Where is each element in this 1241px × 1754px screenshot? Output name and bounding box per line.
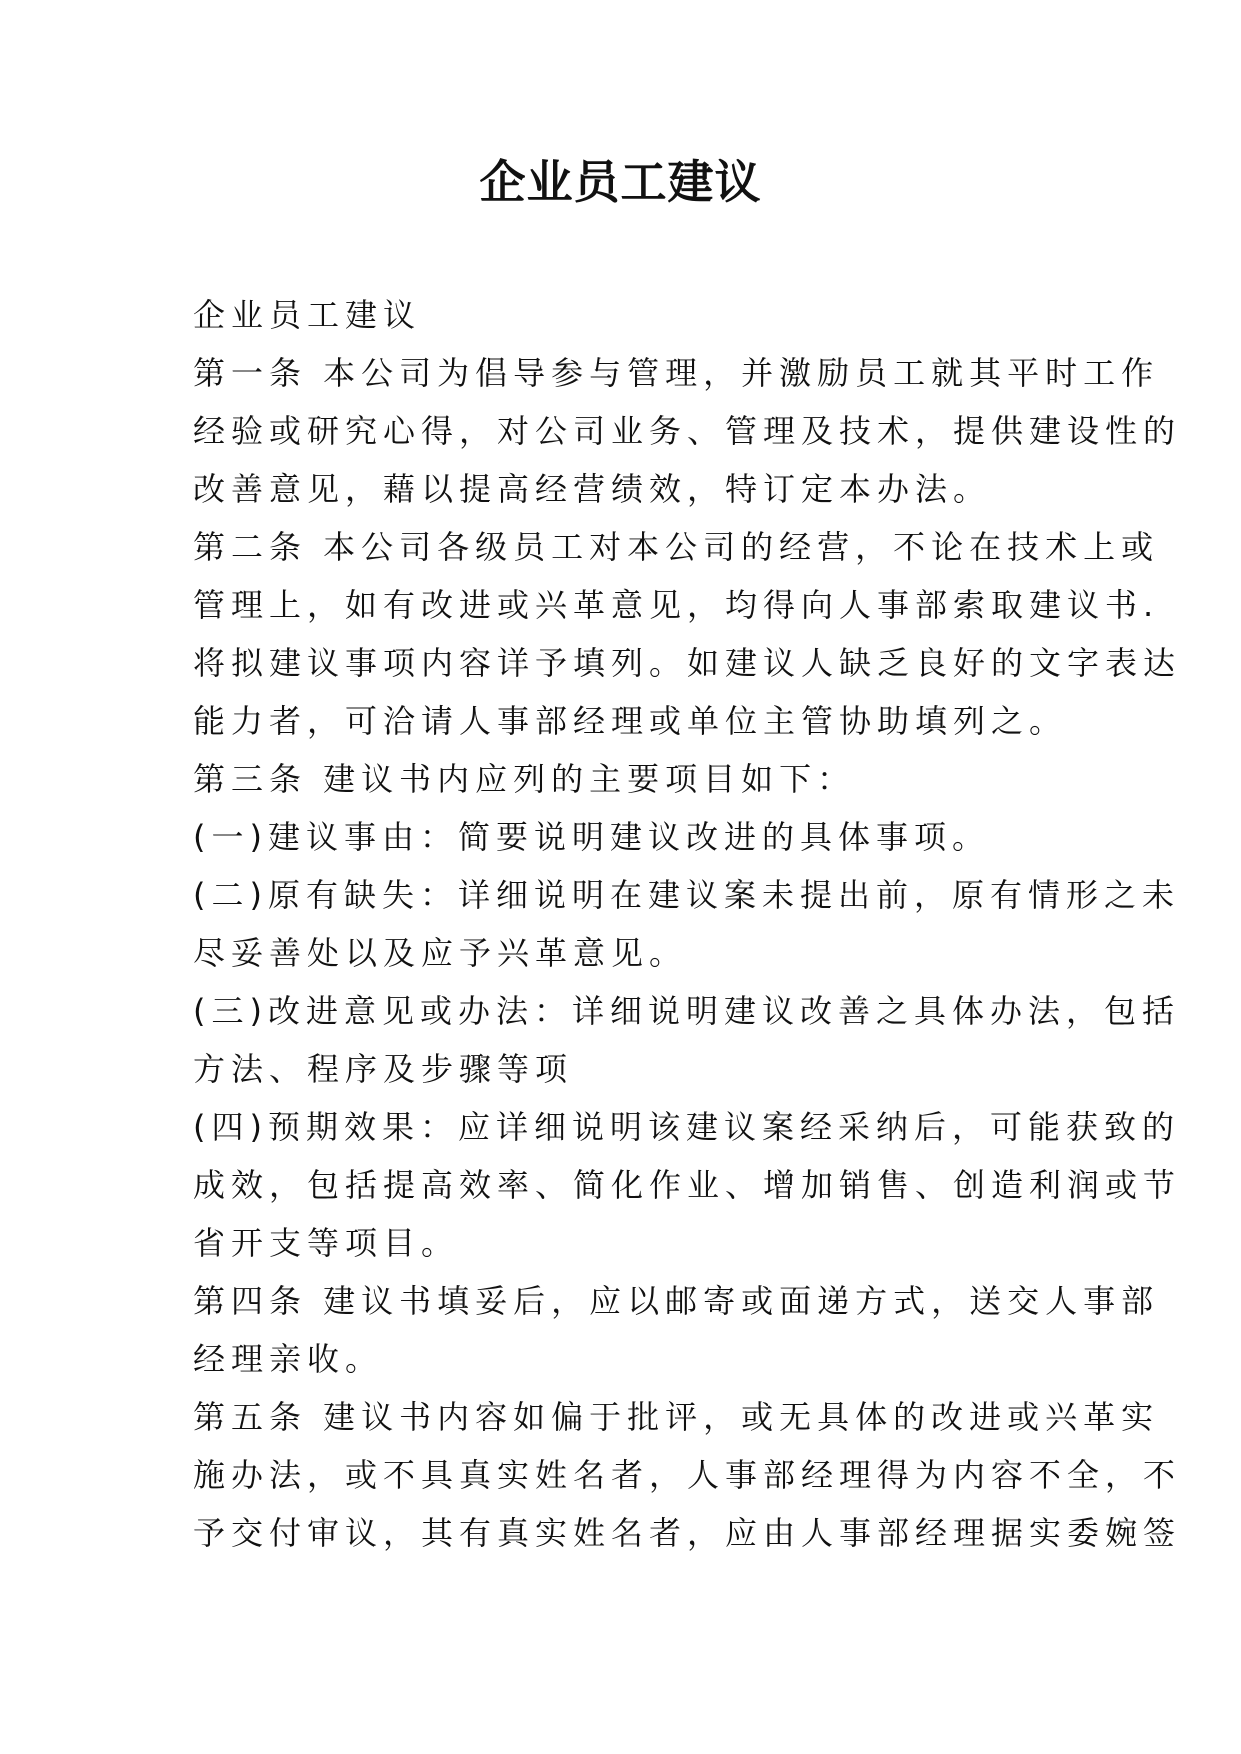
body-line: 第五条 建议书内容如偏于批评，或无具体的改进或兴革实 xyxy=(193,1398,1160,1436)
body-line: (四)预期效果：应详细说明该建议案经采纳后，可能获致的 xyxy=(193,1108,1180,1146)
body-line: 经理亲收。 xyxy=(193,1340,384,1378)
body-line: 经验或研究心得，对公司业务、管理及技术，提供建设性的 xyxy=(193,412,1182,450)
body-line: 企业员工建议 xyxy=(193,296,422,334)
body-line: 方法、程序及步骤等项 xyxy=(193,1050,574,1088)
body-line: 施办法，或不具真实姓名者，人事部经理得为内容不全，不 xyxy=(193,1456,1182,1494)
body-line: 第四条 建议书填妥后，应以邮寄或面递方式，送交人事部 xyxy=(193,1282,1160,1320)
body-line: 予交付审议，其有真实姓名者，应由人事部经理据实委婉签 xyxy=(193,1514,1182,1552)
body-line: 尽妥善处以及应予兴革意见。 xyxy=(193,934,688,972)
document-body xyxy=(193,286,1182,1562)
body-line: 成效，包括提高效率、简化作业、增加销售、创造利润或节 xyxy=(193,1166,1182,1204)
body-line: 省开支等项目。 xyxy=(193,1224,460,1262)
body-line: 第二条 本公司各级员工对本公司的经营，不论在技术上或 xyxy=(193,528,1160,566)
body-line: 第三条 建议书内应列的主要项目如下： xyxy=(193,760,856,798)
body-line: 能力者，可洽请人事部经理或单位主管协助填列之。 xyxy=(193,702,1068,740)
body-line: 将拟建议事项内容详予填列。如建议人缺乏良好的文字表达 xyxy=(193,644,1182,682)
body-line: 第一条 本公司为倡导参与管理，并激励员工就其平时工作 xyxy=(193,354,1160,392)
body-line: (二)原有缺失：详细说明在建议案未提出前，原有情形之未 xyxy=(193,876,1180,914)
body-line: (三)改进意见或办法：详细说明建议改善之具体办法，包括 xyxy=(193,992,1180,1030)
body-line: 改善意见，藉以提高经营绩效，特订定本办法。 xyxy=(193,470,992,508)
body-line: 管理上，如有改进或兴革意见，均得向人事部索取建议书. xyxy=(193,586,1160,624)
document-title: 企业员工建议 xyxy=(479,155,762,209)
body-line: (一)建议事由：简要说明建议改进的具体事项。 xyxy=(193,818,990,856)
